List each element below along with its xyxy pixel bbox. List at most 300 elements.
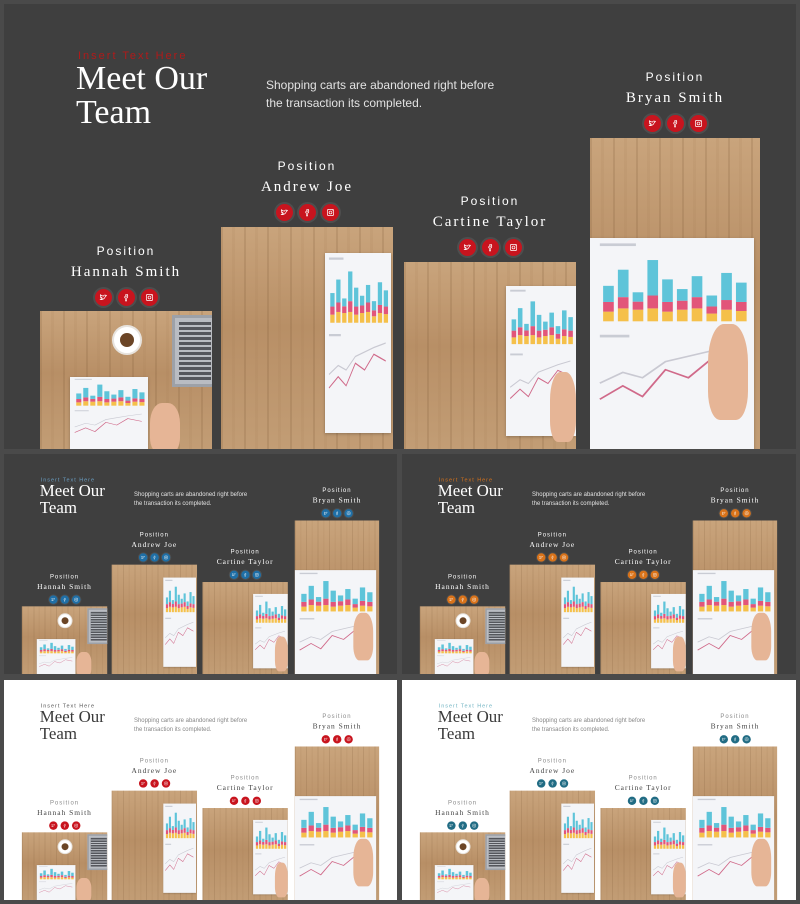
instagram-icon[interactable] xyxy=(470,821,478,829)
chart-bar-top xyxy=(585,601,587,606)
facebook-icon[interactable] xyxy=(458,595,466,603)
coffee-cup xyxy=(112,325,142,355)
twitter-icon[interactable] xyxy=(321,509,329,517)
twitter-icon[interactable] xyxy=(628,571,636,579)
chart-bar-mid xyxy=(256,842,258,845)
slide-thumbnail-orange[interactable] xyxy=(402,454,796,674)
chart-bar-top xyxy=(172,826,174,830)
chart-bar-low xyxy=(647,308,658,321)
twitter-icon[interactable] xyxy=(719,509,727,517)
chart-bar-mid xyxy=(706,306,717,313)
instagram-icon[interactable] xyxy=(322,204,339,221)
chart-bar-mid xyxy=(43,875,46,877)
chart-bar-mid xyxy=(448,649,451,651)
chart-bar-top xyxy=(367,818,372,828)
chart-bar-top xyxy=(663,602,665,614)
chart-bar-low xyxy=(676,620,678,623)
chart-bar-mid xyxy=(462,877,465,878)
chart-bar-top xyxy=(47,648,50,650)
chart-bar-mid xyxy=(61,875,64,877)
chart-bar-low xyxy=(699,833,704,838)
chart-bar-mid xyxy=(585,606,587,609)
chart-bar-mid xyxy=(76,399,81,402)
twitter-icon[interactable] xyxy=(230,797,238,805)
hand xyxy=(76,878,91,900)
twitter-icon[interactable] xyxy=(447,821,455,829)
chart-bar-mid xyxy=(331,828,336,833)
chart-bar-top xyxy=(452,646,455,650)
title-line-2: Team xyxy=(76,94,152,131)
chart-bar-mid xyxy=(278,618,280,620)
social-icons xyxy=(404,239,576,256)
instagram-icon[interactable] xyxy=(141,289,158,306)
team-member-card xyxy=(600,774,685,805)
chart-graphic xyxy=(37,865,76,900)
chart-bar-top xyxy=(68,645,71,650)
chart-bar-mid xyxy=(663,614,665,618)
chart-bar-mid xyxy=(654,842,656,845)
chart-bar-mid xyxy=(448,875,451,877)
chart-bar-top xyxy=(169,591,171,602)
chart-bar-top xyxy=(192,822,194,830)
instagram-icon[interactable] xyxy=(344,509,352,517)
twitter-icon[interactable] xyxy=(628,797,636,805)
chart-paper xyxy=(435,865,474,900)
facebook-icon[interactable] xyxy=(731,735,739,743)
member-photo xyxy=(112,791,197,900)
chart-bar-low xyxy=(284,845,286,849)
slide-thumbnail-blue[interactable] xyxy=(4,454,397,674)
chart-bar-mid xyxy=(345,599,350,605)
chart-line xyxy=(563,848,591,864)
instagram-icon[interactable] xyxy=(742,735,750,743)
chart-bar-mid xyxy=(452,650,455,652)
chart-bar-mid xyxy=(336,303,340,312)
chart-bar-mid xyxy=(707,825,712,831)
chart-bar-mid xyxy=(758,601,763,606)
chart-bar-mid xyxy=(736,302,747,311)
chart-bar-low xyxy=(570,833,572,838)
chart-bar-low xyxy=(587,833,589,838)
chart-bar-top xyxy=(360,587,365,600)
social-icons xyxy=(40,289,212,306)
twitter-icon[interactable] xyxy=(230,571,238,579)
chart-bar-low xyxy=(466,651,469,653)
team-member-card xyxy=(420,799,505,830)
social-icons xyxy=(693,735,777,743)
chart-bar-low xyxy=(50,651,53,653)
chart-line xyxy=(165,628,193,645)
chart-bar-top xyxy=(50,643,53,649)
chart-bar-top xyxy=(166,597,168,604)
facebook-icon[interactable] xyxy=(667,115,684,132)
facebook-icon[interactable] xyxy=(458,821,466,829)
chart-graphic xyxy=(561,578,594,667)
twitter-icon[interactable] xyxy=(276,204,293,221)
hand xyxy=(751,839,771,887)
chart-paper xyxy=(163,578,196,667)
chart-bar-top xyxy=(309,812,314,826)
chart-line xyxy=(165,622,193,638)
chart-bar-top xyxy=(275,833,277,840)
chart-bar-low xyxy=(268,619,270,622)
instagram-icon[interactable] xyxy=(252,571,260,579)
chart-bar-low xyxy=(682,619,684,623)
chart-bar-mid xyxy=(268,616,270,619)
chart-bar-top xyxy=(670,612,672,616)
chart-bar-top xyxy=(537,315,542,331)
member-photo xyxy=(112,565,197,674)
twitter-icon[interactable] xyxy=(49,821,57,829)
chart-bar-mid xyxy=(172,830,174,833)
chart-bar-low xyxy=(585,835,587,838)
instagram-icon[interactable] xyxy=(72,595,80,603)
chart-bar-mid xyxy=(537,331,542,338)
chart-bar-top xyxy=(590,822,592,830)
chart-bar-top xyxy=(184,819,186,828)
chart-bar-top xyxy=(721,807,726,825)
chart-bar-mid xyxy=(466,876,469,878)
chart-bar-mid xyxy=(590,830,592,834)
chart-bar-low xyxy=(729,607,734,612)
chart-bar-mid xyxy=(657,840,659,844)
chart-bar-low xyxy=(714,832,719,838)
chart-bar-top xyxy=(175,813,177,828)
title-line-2: Team xyxy=(39,724,77,744)
instagram-icon[interactable] xyxy=(650,571,658,579)
chart-bar-top xyxy=(462,649,465,651)
chart-bar-mid xyxy=(342,306,346,313)
social-icons xyxy=(420,595,505,603)
twitter-icon[interactable] xyxy=(321,735,329,743)
member-photo xyxy=(600,808,685,900)
chart-bar-low xyxy=(706,314,717,322)
chart-bar-top xyxy=(268,834,270,842)
chart-bar-mid xyxy=(301,828,306,833)
chart-line xyxy=(39,657,72,663)
twitter-icon[interactable] xyxy=(139,779,147,787)
member-name: Cartine Taylor xyxy=(614,784,672,793)
chart-bar-low xyxy=(568,337,573,344)
chart-bar-top xyxy=(603,286,614,302)
chart-bar-top xyxy=(71,647,74,650)
chart-paper xyxy=(561,804,594,893)
twitter-icon[interactable] xyxy=(95,289,112,306)
social-icons xyxy=(295,735,379,743)
chart-bar-mid xyxy=(765,602,770,606)
chart-bar-mid xyxy=(275,840,277,844)
chart-bar-mid xyxy=(40,650,43,652)
chart-bar-mid xyxy=(54,650,57,652)
chart-bar-mid xyxy=(61,649,64,651)
chart-bar-top xyxy=(570,600,572,604)
chart-bar-top xyxy=(679,606,681,615)
chart-bar-mid xyxy=(590,604,592,608)
chart-bar-mid xyxy=(68,876,71,878)
chart-bar-low xyxy=(562,336,567,344)
chart-bar-mid xyxy=(192,604,194,608)
chart-bar-mid xyxy=(647,296,658,309)
chart-bar-mid xyxy=(316,602,321,606)
chart-bar-low xyxy=(275,844,277,848)
member-role: Position xyxy=(277,159,337,173)
chart-bar-low xyxy=(707,605,712,611)
member-name: Cartine Taylor xyxy=(432,214,548,230)
title-line-1: Meet Our xyxy=(437,707,503,727)
coffee-cup xyxy=(456,613,471,628)
facebook-icon[interactable] xyxy=(241,571,249,579)
chart-bar-top xyxy=(448,869,451,875)
hand xyxy=(474,652,489,674)
chart-bar-low xyxy=(259,844,261,848)
twitter-icon[interactable] xyxy=(719,735,727,743)
team-member-card xyxy=(600,548,685,579)
chart-bar-low xyxy=(40,652,43,654)
chart-bar-top xyxy=(367,592,372,602)
chart-bar-top xyxy=(587,818,589,829)
member-name: Bryan Smith xyxy=(312,722,362,731)
facebook-icon[interactable] xyxy=(639,797,647,805)
chart-bar-top xyxy=(729,817,734,828)
chart-bar-top xyxy=(459,646,462,650)
slide-thumbnail-teal[interactable] xyxy=(402,680,796,900)
chart-bar-low xyxy=(573,833,575,838)
member-role: Position xyxy=(720,712,750,720)
instagram-icon[interactable] xyxy=(650,797,658,805)
social-icons xyxy=(221,204,393,221)
chart-bar-mid xyxy=(582,828,584,833)
chart-bar-top xyxy=(262,613,264,616)
chart-bar-top xyxy=(657,605,659,614)
chart-bar-low xyxy=(189,607,191,612)
chart-bar-low xyxy=(736,832,741,838)
chart-bar-top xyxy=(462,875,465,877)
hand xyxy=(353,613,373,661)
team-member-card xyxy=(40,244,212,306)
chart-bar-top xyxy=(438,873,441,876)
instagram-icon[interactable] xyxy=(742,509,750,517)
chart-bar-low xyxy=(366,312,370,323)
chart-bar-mid xyxy=(184,602,186,607)
facebook-icon[interactable] xyxy=(548,779,556,787)
instagram-icon[interactable] xyxy=(162,779,170,787)
chart-bar-low xyxy=(76,402,81,405)
chart-bar-top xyxy=(345,815,350,825)
chart-bar-top xyxy=(47,874,50,876)
facebook-icon[interactable] xyxy=(241,797,249,805)
chart-bar-low xyxy=(576,608,578,612)
chart-bar-low xyxy=(360,606,365,612)
chart-bar-low xyxy=(175,607,177,612)
chart-bar-mid xyxy=(275,614,277,618)
chart-bar-low xyxy=(657,618,659,622)
instagram-icon[interactable] xyxy=(690,115,707,132)
chart-bar-mid xyxy=(367,602,372,606)
chart-bar-low xyxy=(54,878,57,880)
chart-bar-low xyxy=(567,607,569,612)
chart-bar-top xyxy=(118,390,123,397)
chart-bar-low xyxy=(603,312,614,322)
chart-bar-mid xyxy=(353,604,358,608)
facebook-icon[interactable] xyxy=(150,553,158,561)
chart-bar-mid xyxy=(570,604,572,607)
chart-bar-mid xyxy=(384,307,388,315)
member-role: Position xyxy=(537,756,567,764)
chart-bar-mid xyxy=(567,828,569,833)
chart-bar-mid xyxy=(459,649,462,651)
facebook-icon[interactable] xyxy=(299,204,316,221)
chart-bar-mid xyxy=(97,397,102,401)
chart-bar-top xyxy=(256,836,258,842)
facebook-icon[interactable] xyxy=(60,821,68,829)
instagram-icon[interactable] xyxy=(72,821,80,829)
chart-bar-mid xyxy=(54,876,57,878)
chart-bar-low xyxy=(281,619,283,623)
instagram-icon[interactable] xyxy=(252,797,260,805)
chart-bar-low xyxy=(187,835,189,838)
chart-bar-low xyxy=(71,652,74,654)
chart-bar-low xyxy=(301,833,306,838)
chart-bar-low xyxy=(104,402,109,405)
chart-bar-low xyxy=(579,607,581,612)
member-name: Bryan Smith xyxy=(710,722,760,731)
chart-bar-low xyxy=(663,618,665,622)
facebook-icon[interactable] xyxy=(60,595,68,603)
chart-bar-low xyxy=(452,652,455,654)
chart-bar-mid xyxy=(549,327,554,335)
chart-bar-top xyxy=(549,313,554,328)
member-role: Position xyxy=(49,573,80,581)
chart-bar-mid xyxy=(585,832,587,835)
instagram-icon[interactable] xyxy=(162,553,170,561)
facebook-icon[interactable] xyxy=(731,509,739,517)
chart-bar-mid xyxy=(40,876,43,878)
chart-bar-top xyxy=(582,819,584,828)
chart-bar-low xyxy=(462,878,465,879)
chart-bar-mid xyxy=(272,616,274,619)
instagram-icon[interactable] xyxy=(560,779,568,787)
twitter-icon[interactable] xyxy=(49,595,57,603)
chart-bar-low xyxy=(564,608,566,612)
chart-bar-low xyxy=(360,313,364,323)
chart-bar-top xyxy=(666,608,668,616)
instagram-icon[interactable] xyxy=(470,595,478,603)
twitter-icon[interactable] xyxy=(644,115,661,132)
chart-bar-top xyxy=(348,271,352,301)
instagram-icon[interactable] xyxy=(505,239,522,256)
chart-bar-mid xyxy=(736,827,741,831)
chart-bar-top xyxy=(132,389,137,398)
chart-bar-mid xyxy=(673,614,675,618)
twitter-icon[interactable] xyxy=(139,553,147,561)
slide-main[interactable] xyxy=(4,4,796,449)
chart-bar-mid xyxy=(459,875,462,877)
chart-bar-mid xyxy=(169,602,171,607)
facebook-icon[interactable] xyxy=(118,289,135,306)
chart-bar-mid xyxy=(309,599,314,605)
chart-line xyxy=(437,886,470,893)
facebook-icon[interactable] xyxy=(333,735,341,743)
chart-bar-top xyxy=(564,597,566,604)
chart-bar-mid xyxy=(184,828,186,833)
chart-bar-mid xyxy=(272,842,274,845)
chart-bar-top xyxy=(758,587,763,600)
chart-bar-low xyxy=(189,833,191,838)
chart-bar-top xyxy=(660,839,662,842)
chart-bar-low xyxy=(582,833,584,838)
chart-bar-mid xyxy=(751,830,756,834)
chart-bar-top xyxy=(633,292,644,301)
chart-bar-top xyxy=(567,817,569,828)
chart-bar-top xyxy=(187,827,189,832)
chart-bar-low xyxy=(666,845,668,848)
chart-bar-low xyxy=(469,878,472,880)
hand xyxy=(275,863,288,898)
chart-bar-mid xyxy=(378,305,382,313)
slide-description: Shopping carts are abandoned right before the transaction its completed. xyxy=(266,78,495,110)
chart-bar-top xyxy=(281,606,283,615)
chart-bar-low xyxy=(378,313,382,323)
team-member-card xyxy=(295,487,379,518)
chart-bar-mid xyxy=(587,603,589,607)
chart-bar-top xyxy=(71,873,74,876)
chart-bar-low xyxy=(441,651,444,653)
chart-bar-mid xyxy=(169,828,171,833)
social-icons xyxy=(510,553,595,561)
facebook-icon[interactable] xyxy=(333,509,341,517)
twitter-icon[interactable] xyxy=(447,595,455,603)
member-name: Bryan Smith xyxy=(625,90,725,106)
chart-bar-mid xyxy=(736,601,741,605)
chart-bar-top xyxy=(452,872,455,876)
chart-bar-mid xyxy=(47,650,50,651)
chart-bar-low xyxy=(445,877,448,879)
instagram-icon[interactable] xyxy=(560,553,568,561)
hand xyxy=(275,637,288,672)
chart-bar-top xyxy=(111,395,116,399)
chart-bar-top xyxy=(751,599,756,604)
chart-bar-top xyxy=(568,317,573,331)
member-photo xyxy=(40,311,212,449)
chart-bar-top xyxy=(181,599,183,604)
chart-bar-top xyxy=(61,646,64,650)
chart-bar-low xyxy=(83,401,88,405)
facebook-icon[interactable] xyxy=(548,553,556,561)
chart-bar-top xyxy=(590,596,592,604)
chart-bar-top xyxy=(743,815,748,825)
chart-bar-low xyxy=(469,652,472,654)
chart-bar-mid xyxy=(353,830,358,834)
facebook-icon[interactable] xyxy=(150,779,158,787)
slide-thumbnail-red[interactable] xyxy=(4,680,397,900)
facebook-icon[interactable] xyxy=(639,571,647,579)
chart-bar-low xyxy=(459,651,462,653)
chart-bar-low xyxy=(331,833,336,838)
chart-bar-mid xyxy=(765,828,770,832)
chart-bar-mid xyxy=(576,830,578,834)
chart-bar-mid xyxy=(579,830,581,834)
chart-bar-mid xyxy=(677,301,688,310)
twitter-icon[interactable] xyxy=(537,779,545,787)
twitter-icon[interactable] xyxy=(459,239,476,256)
twitter-icon[interactable] xyxy=(537,553,545,561)
chart-bar-top xyxy=(64,875,67,877)
facebook-icon[interactable] xyxy=(482,239,499,256)
chart-bar-low xyxy=(345,605,350,611)
instagram-icon[interactable] xyxy=(344,735,352,743)
chart-bar-low xyxy=(660,619,662,623)
chart-bar-top xyxy=(455,874,458,876)
